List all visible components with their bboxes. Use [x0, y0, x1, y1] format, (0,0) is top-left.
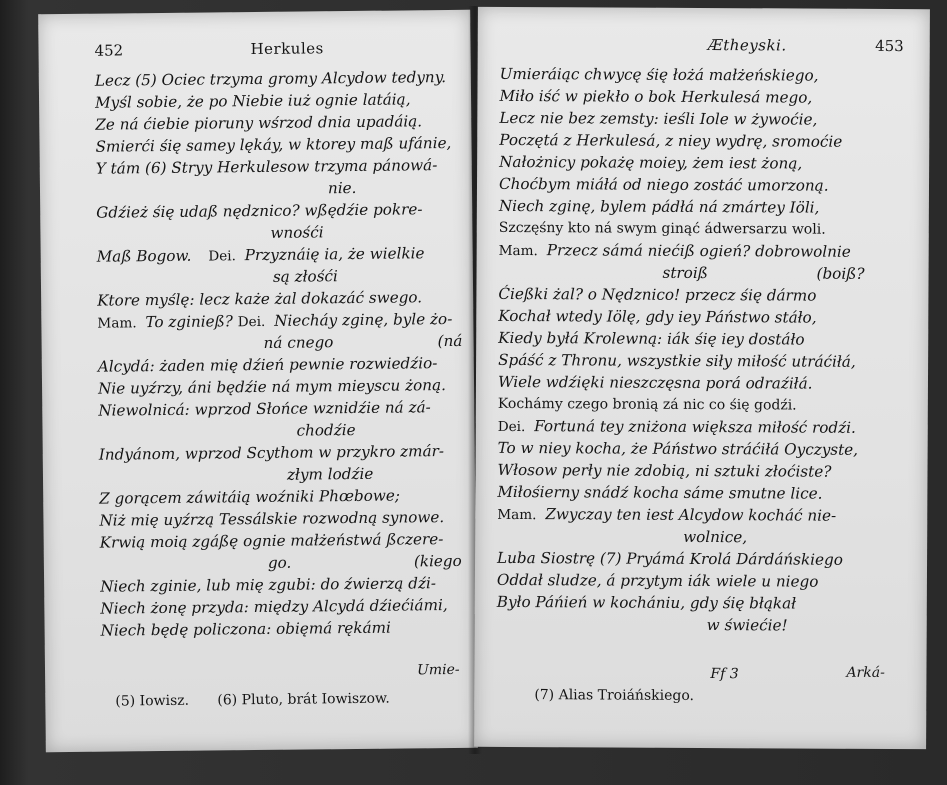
- verse-line: Kiedy byłá Krolewną: iák śię iey dostáło: [498, 328, 805, 349]
- verse-line: Niech zginę, bylem pádłá ná zmártey Iöli,: [498, 196, 820, 217]
- verse-line: [499, 239, 851, 264]
- right-catchword: Arká-: [846, 664, 885, 681]
- verse-line: Ktore myślę: lecz każe żal dokazáć swego.: [97, 288, 423, 310]
- verse-line-continuation: chodźie: [296, 420, 356, 440]
- verse-line-carry: (boiß?: [816, 264, 865, 283]
- verse-line: [498, 415, 856, 440]
- left-catchword: Umie-: [416, 661, 460, 679]
- footnote: (5) Iowisz.: [115, 692, 190, 710]
- verse-line-carry: (ná: [437, 331, 463, 351]
- verse-line: [97, 308, 452, 335]
- verse-line: To w niey kocha, że Páństwo stráćiłá Oyczyste,: [497, 438, 859, 459]
- verse-line: Alcydá: żaden mię dźień pewnie rozwiedźio-: [97, 354, 438, 376]
- verse-line-continuation: są złośći: [272, 267, 338, 286]
- speaker-label: Mam.: [497, 506, 537, 524]
- verse-line: Miło iść w piekło o bok Herkulesá mego,: [499, 86, 813, 107]
- line-rest: Fortuná tey zniżona większa miłość rodźi.: [534, 417, 856, 437]
- verse-line: [497, 503, 836, 528]
- left-running-head: Herkules: [250, 39, 324, 59]
- verse-line: Niż mię uyźrzą Tessálskie rozwodną synowe.: [99, 508, 445, 530]
- signature-mark: Ff 3: [710, 666, 739, 683]
- verse-line: Kochámy czego bronią zá nic co śię godźi.: [497, 395, 797, 414]
- verse-line: Poczętá z Herkulesá, z niey wydrę, sromoćie: [499, 130, 843, 151]
- verse-line-continuation: stroiß: [662, 263, 708, 283]
- verse-line: Włosow perły nie zdobią, ni sztuki złoćiste?: [497, 460, 832, 481]
- line-rest: Zwyczay ten iest Alcydow kocháć nie-: [545, 505, 837, 525]
- speaker-label: Dei.: [237, 313, 266, 331]
- footnote: (6) Pluto, brát Iowiszow.: [217, 690, 390, 709]
- speaker-label: Mam.: [498, 242, 538, 260]
- speaker-label: Mam.: [97, 315, 137, 332]
- verse-line: Indyánom, wprzod Scythom w przykro zmár-: [98, 442, 445, 464]
- line-lead: To zginieß?: [145, 312, 233, 332]
- verse-line: Nie uyźrzy, áni będźie ná mym mieyscu żoną.: [97, 376, 447, 398]
- verse-line: Kochał wtedy Iölę, gdy iey Páństwo stáło,: [498, 306, 817, 327]
- verse-line: Lecz (5) Ociec trzyma gromy Alcydow tedyny.: [94, 68, 447, 90]
- verse-line: Luba Siostrę (7) Pryámá Krolá Dárdáńskiego: [497, 548, 843, 569]
- left-text-block: [39, 66, 471, 640]
- verse-line: Niewolnicá: wprzod Słońce wznidźie ná zá-: [98, 398, 431, 420]
- verse-line: Niech będę policzona: obięmá rękámi: [100, 618, 391, 640]
- verse-line: Nałożnicy pokażę moiey, żem iest żoną,: [499, 152, 803, 173]
- right-text-block: [478, 63, 930, 635]
- right-running-head: Ætheyski.: [707, 36, 787, 55]
- verse-line: Ze ná ćiebie pioruny wśrzod dnia upadáią.: [95, 112, 423, 134]
- verse-line: Y tám (6) Stryy Herkulesow trzyma pánowá-: [95, 156, 438, 178]
- line-rest: Niecháy zginę, byle żo-: [274, 309, 453, 330]
- verse-line: Krwią moią zgáßę ognie małżeństwá ßczere-: [99, 530, 444, 552]
- verse-line: Choćbym miáłá od niego zostáć umorzoną.: [498, 174, 829, 195]
- verse-line-continuation: nie.: [327, 178, 357, 198]
- verse-line: Było Páńień w kochániu, gdy śię błąkał: [496, 592, 797, 613]
- verse-line: Oddał sludze, á przytym iák wiele u niego: [496, 570, 819, 591]
- right-page-header: [478, 35, 930, 59]
- verse-line-continuation: w świećie!: [706, 616, 788, 635]
- verse-line-continuation: złym lodźie: [286, 464, 374, 484]
- verse-line: Z gorącem záwitáią woźniki Phœbowe;: [99, 486, 401, 508]
- verse-line-carry: (kiego: [413, 551, 462, 571]
- verse-line: Umieráiąc chwycę śię łożá małżeńskiego,: [499, 64, 819, 85]
- verse-line: Lecz nie bez zemsty: ieśli Iole w żywoćie,: [499, 108, 818, 129]
- verse-line: Myśl sobie, że po Niebie iuż ognie latáią,: [94, 90, 411, 112]
- footnote: (7) Alias Troiáńskiego.: [534, 687, 695, 704]
- right-page: [474, 7, 930, 749]
- speaker-label: Dei.: [497, 418, 526, 436]
- line-lead: Maß Bogow.: [96, 246, 192, 266]
- verse-line: [97, 242, 425, 268]
- right-page-number: 453: [875, 36, 904, 56]
- verse-line-continuation: wnośći: [270, 223, 324, 242]
- left-page: [38, 10, 478, 752]
- verse-line: Smierći śię samey lękáy, w ktorey maß ufánie,: [95, 133, 452, 156]
- verse-line-continuation: ná cnego: [263, 333, 334, 352]
- verse-line: Spáść z Thronu, wszystkie siły miłość utráćiłá,: [498, 350, 856, 371]
- verse-line: Niech zginie, lub mię zgubi: do źwierzą dźi-: [100, 574, 437, 596]
- verse-line: Wiele wdźięki nieszczęsna porá odraźiłá.: [497, 372, 813, 393]
- verse-line: Ćießki żal? o Nędznico! przecz śię dármo: [498, 284, 817, 305]
- line-rest: Przecz sámá niećiß ogień? dobrowolnie: [546, 241, 851, 261]
- verse-line: Szczęśny kto ná swym ginąć ádwersarzu woli.: [498, 219, 826, 238]
- left-page-number: 452: [94, 41, 124, 60]
- verse-line-continuation: wolnice,: [683, 527, 748, 547]
- verse-line: Niech żonę przyda: między Alcydá dźiećiámi,: [100, 596, 448, 618]
- verse-line: Miłośierny snádź kocha sáme smutne lice.: [497, 482, 823, 503]
- left-page-header: [38, 38, 470, 65]
- line-rest: Przyznáię ia, że wielkie: [244, 244, 425, 265]
- speaker-label: Dei.: [208, 248, 237, 265]
- verse-line: Gdźież śię udaß nędznico? wßędźie pokre-: [96, 200, 423, 222]
- verse-line-continuation: go.: [267, 553, 292, 572]
